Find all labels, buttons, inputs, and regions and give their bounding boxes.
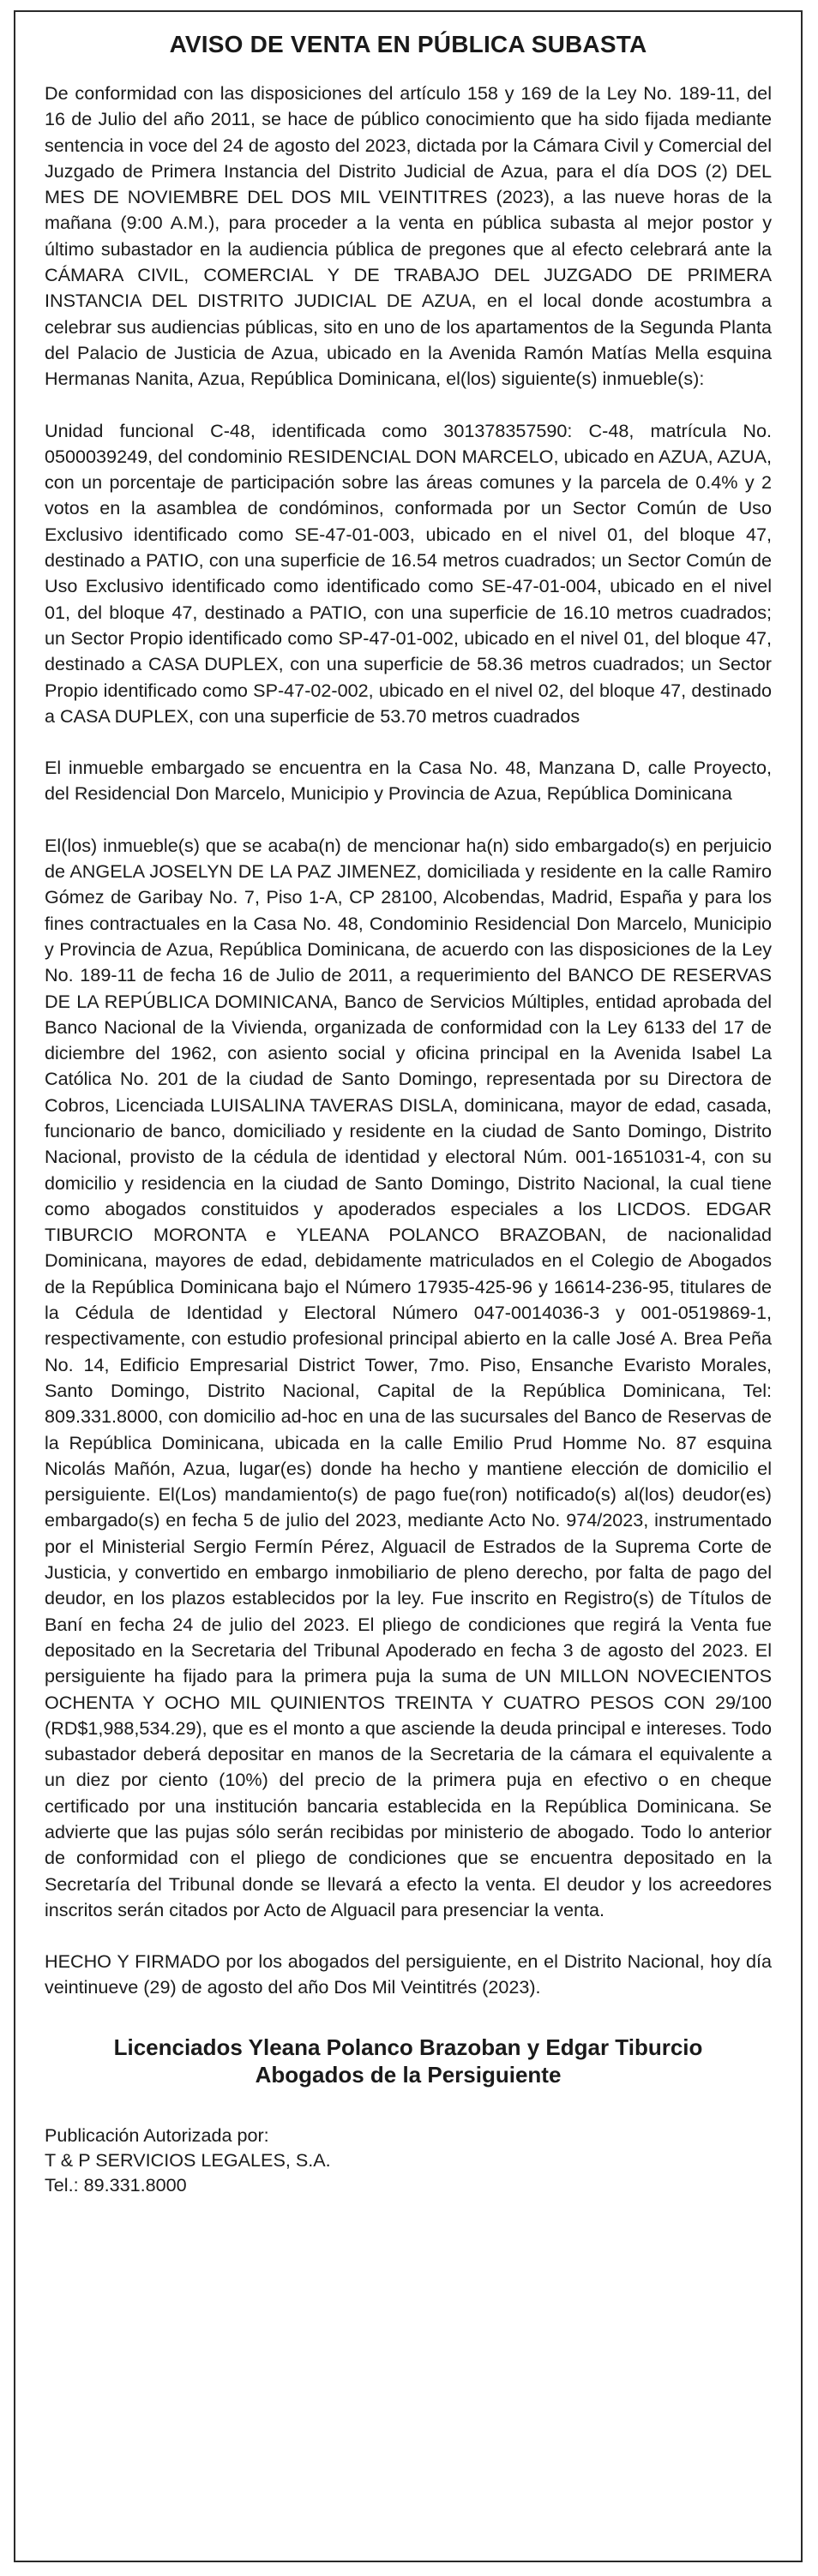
footer-company: T & P SERVICIOS LEGALES, S.A. bbox=[45, 2148, 331, 2171]
signature-role: Abogados de la Persiguiente bbox=[255, 2061, 562, 2088]
footer-authorized-by: Publicación Autorizada por: bbox=[45, 2124, 269, 2146]
notice-content bbox=[45, 27, 772, 2197]
signature-block bbox=[45, 2034, 772, 2088]
notice-title: AVISO DE VENTA EN PÚBLICA SUBASTA bbox=[169, 31, 647, 57]
publication-footer bbox=[45, 2123, 772, 2197]
signature-lawyers: Licenciados Yleana Polanco Brazoban y Edgar Tiburcio bbox=[113, 2034, 703, 2060]
paragraph-auction-announcement: De conformidad con las disposiciones del artículo 158 y 169 de la Ley No. 189-11, del 16 de Julio del año 2011, se hace de público conocimiento que ha sido fijada mediante sentencia in voce del 24 de agosto del 2023, dictada por la Cámara Civil y Comercial del Juzgado de Primera Instancia del Distrito Judicial de Azua, para el día DOS (2) DEL MES DE NOVIEMBRE DEL DOS MIL VEINTITRES (2023), a las nueve horas de la mañana (9:00 A.M.), para proceder a la venta en pública subasta al mejor postor y último subastador en la audiencia pública de pregones que al efecto celebrará ante la CÁMARA CIVIL, COMERCIAL Y DE TRABAJO DEL JUZGADO DE PRIMERA INSTANCIA DEL DISTRITO JUDICIAL DE AZUA, en el local donde acostumbra a celebrar sus audiencias públicas, sito en uno de los apartamentos de la Segunda Planta del Palacio de Justicia de Azua, ubicado en la Avenida Ramón Matías Mella esquina Hermanas Nanita, Azua, República Dominicana, el(los) siguiente(s) inmueble(s): bbox=[45, 82, 772, 390]
paragraph-signed-statement: HECHO Y FIRMADO por los abogados del persiguiente, en el Distrito Nacional, hoy día veintinueve (29) de agosto del año Dos Mil Veintitrés (2023). bbox=[45, 1950, 772, 1998]
paragraph-property-description: Unidad funcional C-48, identificada como 301378357590: C-48, matrícula No. 0500039249, del condominio RESIDENCIAL DON MARCELO, ubicado en AZUA, AZUA, con un porcentaje de participación sobre las áreas comunes y la parcela de 0.4% y 2 votos en la asamblea de condóminos, conformada por un Sector Común de Uso Exclusivo identificado como SE-47-01-003, ubicado en el nivel 01, del bloque 47, destinado a PATIO, con una superficie de 16.54 metros cuadrados; un Sector Común de Uso Exclusivo identificado como identificado como SE-47-01-004, ubicado en el nivel 01, del bloque 47, destinado a PATIO, con una superficie de 16.10 metros cuadrados; un Sector Propio identificado como SP-47-01-002, ubicado en el nivel 01, del bloque 47, destinado a CASA DUPLEX, con una superficie de 58.36 metros cuadrados; un Sector Propio identificado como SP-47-02-002, ubicado en el nivel 02, del bloque 47, destinado a CASA DUPLEX, con una superficie de 53.70 metros cuadrados bbox=[45, 419, 772, 727]
paragraph-seizure-details: El(los) inmueble(s) que se acaba(n) de mencionar ha(n) sido embargado(s) en perjuicio de ANGELA JOSELYN DE LA PAZ JIMENEZ, domiciliada y residente en la calle Ramiro Gómez de Garibay No. 7, Piso 1-A, CP 28100, Alcobendas, Madrid, España y para los fines contractuales en la Casa No. 48, Condominio Residencial Don Marcelo, Municipio y Provincia de Azua, República Dominicana, de acuerdo con las disposiciones de la Ley No. 189-11 de fecha 16 de Julio de 2011, a requerimiento del BANCO DE RESERVAS DE LA REPÚBLICA DOMINICANA, Banco de Servicios Múltiples, entidad aprobada del Banco Nacional de la Vivienda, organizada de conformidad con la Ley 6133 del 17 de diciembre del 1962, con asiento social y oficina principal en la Avenida Isabel La Católica No. 201 de la ciudad de Santo Domingo, representada por su Directora de Cobros, Licenciada LUISALINA TAVERAS DISLA, dominicana, mayor de edad, casada, funcionario de banco, domiciliado y residente en la ciudad de Santo Domingo, Distrito Nacional, provisto de la cédula de identidad y electoral Núm. 001-1651031-4, con su domicilio y residencia en la ciudad de Santo Domingo, Distrito Nacional, la cual tiene como abogados constituidos y apoderados especiales a los LICDOS. EDGAR TIBURCIO MORONTA e YLEANA POLANCO BRAZOBAN, de nacionalidad Dominicana, mayores de edad, debidamente matriculados en el Colegio de Abogados de la República Dominicana bajo el Número 17935-425-96 y 16614-236-95, titulares de la Cédula de Identidad y Electoral Número 047-0014036-3 y 001-0519869-1, respectivamente, con estudio profesional principal abierto en la calle José A. Brea Peña No. 14, Edificio Empresarial District Tower, 7mo. Piso, Ensanche Evaristo Morales, Santo Domingo, Distrito Nacional, Capital de la República Dominicana, Tel: 809.331.8000, con domicilio ad-hoc en una de las sucursales del Banco de Reservas de la República Dominicana, ubicada en la calle Emilio Prud Homme No. 87 esquina Nicolás Mañón, Azua, lugar(es) donde ha hecho y mantiene elección de domicilio el persiguiente. El(Los) mandamiento(s) de pago fue(ron) notificado(s) al(los) deudor(es) embargado(s) en fecha 5 de julio del 2023, mediante Acto No. 974/2023, instrumentado por el Ministerial Sergio Fermín Pérez, Alguacil de Estrados de la Suprema Corte de Justicia, y convertido en embargo inmobiliario de pleno derecho, por falta de pago del deudor, en los plazos establecidos por la ley. Fue inscrito en Registro(s) de Títulos de Baní en fecha 24 de julio del 2023. El pliego de condiciones que regirá la Venta fue depositado en la Secretaria del Tribunal Apoderado en fecha 3 de agosto del 2023. El persiguiente ha fijado para la primera puja la suma de UN MILLON NOVECIENTOS OCHENTA Y OCHO MIL QUINIENTOS TREINTA Y CUATRO PESOS CON 29/100 (RD$1,988,534.29), que es el monto a que asciende la deuda principal e intereses. Todo subastador deberá depositar en manos de la Secretaria de la cámara el equivalente a un diez por ciento (10%) del precio de la primera puja en efectivo o en cheque certificado por una institución bancaria establecida en la República Dominicana. Se advierte que las pujas sólo serán recibidas por ministerio de abogado. Todo lo anterior de conformidad con el pliego de condiciones que se encuentra depositado en la Secretaría del Tribunal donde se llevará a efecto la venta. El deudor y los acreedores inscritos serán citados por Acto de Alguacil para presenciar la venta. bbox=[45, 834, 772, 1920]
notice-frame bbox=[14, 10, 803, 2562]
footer-phone: Tel.: 89.331.8000 bbox=[45, 2173, 187, 2196]
paragraph-property-location: El inmueble embargado se encuentra en la Casa No. 48, Manzana D, calle Proyecto, del Residencial Don Marcelo, Municipio y Provincia de Azua, República Dominicana bbox=[45, 757, 772, 805]
